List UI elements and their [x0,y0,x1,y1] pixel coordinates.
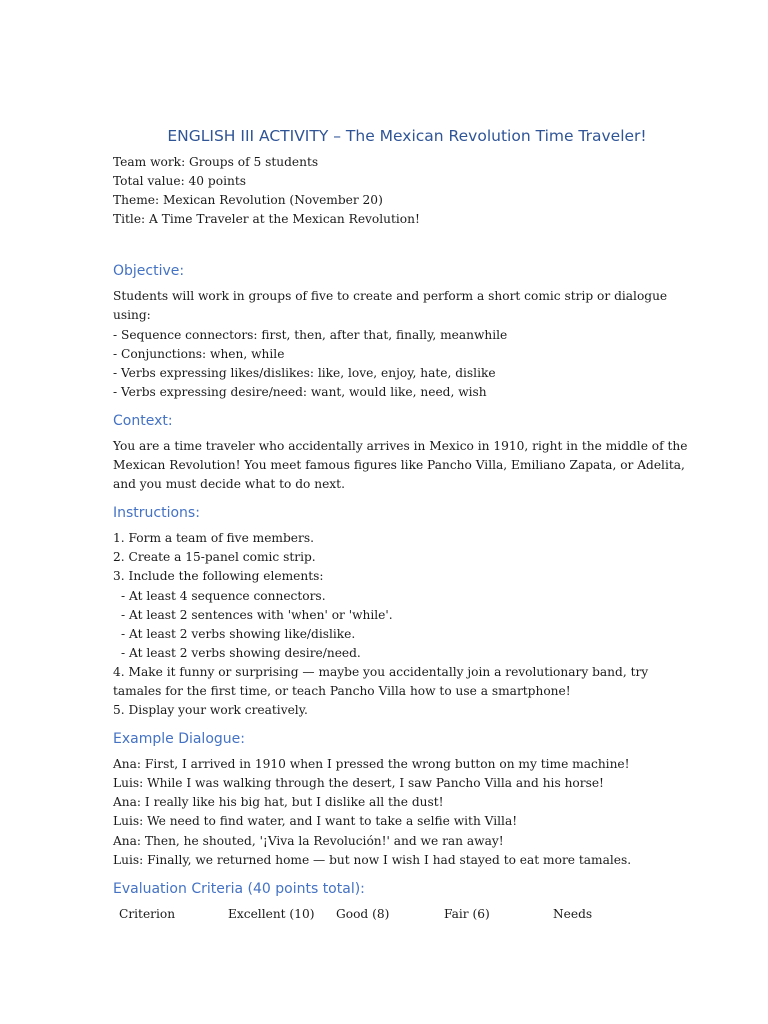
objective-item: - Verbs expressing likes/dislikes: like, love, enjoy, hate, dislike [113,365,496,380]
evaluation-heading: Evaluation Criteria (40 points total): [113,880,365,897]
column-header: Excellent (10) [228,906,315,921]
objective-item: - Verbs expressing desire/need: want, would like, need, wish [113,384,487,399]
dialogue-line: Luis: We need to find water, and I want to take a selfie with Villa! [113,814,518,829]
instruction-line: tamales for the first time, or teach Pancho Villa how to use a smartphone! [113,683,571,698]
dialogue-line: Ana: I really like his big hat, but I dislike all the dust! [113,795,444,810]
instruction-line: 2. Create a 15-panel comic strip. [113,550,316,565]
instruction-line: 3. Include the following elements: [113,569,324,584]
column-header: Needs [553,906,593,921]
dialogue-line: Ana: First, I arrived in 1910 when I pressed the wrong button on my time machine! [113,757,630,772]
dialogue-line: Luis: While I was walking through the desert, I saw Pancho Villa and his horse! [113,776,604,791]
dialogue-line: Ana: Then, he shouted, '¡Viva la Revolución!' and we ran away! [113,833,504,848]
info-line: Title: A Time Traveler at the Mexican Revolution! [113,212,420,227]
instruction-sub-item: - At least 2 verbs showing desire/need. [121,645,361,660]
example-heading: Example Dialogue: [113,731,245,748]
objective-item: - Conjunctions: when, while [113,346,285,361]
info-line: Theme: Mexican Revolution (November 20) [113,193,383,208]
objective-text: Students will work in groups of five to create and perform a short comic strip or dialogue [113,289,668,304]
dialogue-line: Luis: Finally, we returned home — but now I wish I had stayed to eat more tamales. [113,852,632,867]
objective-heading: Objective: [113,263,185,280]
instructions-heading: Instructions: [113,505,200,522]
objective-text: using: [113,308,151,323]
column-header: Fair (6) [444,906,490,921]
info-line: Total value: 40 points [113,174,246,189]
evaluation-table-header [113,905,673,924]
objective-item: - Sequence connectors: first, then, after that, finally, meanwhile [113,327,508,342]
info-line: Team work: Groups of 5 students [113,155,319,169]
instruction-line: 1. Form a team of five members. [113,531,314,546]
document-body [113,125,688,924]
context-line: and you must decide what to do next. [113,477,345,492]
instruction-line: 5. Display your work creatively. [113,703,308,718]
context-line: You are a time traveler who accidentally arrives in Mexico in 1910, right in the middle of the [113,438,688,453]
instruction-sub-item: - At least 2 sentences with 'when' or 'while'. [121,607,393,622]
document-title: ENGLISH III ACTIVITY – The Mexican Revolution Time Traveler! [167,127,647,145]
instruction-sub-item: - At least 4 sequence connectors. [121,588,326,603]
instruction-line: 4. Make it funny or surprising — maybe you accidentally join a revolutionary band, try [113,664,649,679]
column-header: Good (8) [336,906,390,921]
context-line: Mexican Revolution! You meet famous figures like Pancho Villa, Emiliano Zapata, or Adelita, [113,458,685,473]
instruction-sub-item: - At least 2 verbs showing like/dislike. [121,626,356,641]
column-header: Criterion [119,906,176,921]
context-heading: Context: [113,412,173,429]
